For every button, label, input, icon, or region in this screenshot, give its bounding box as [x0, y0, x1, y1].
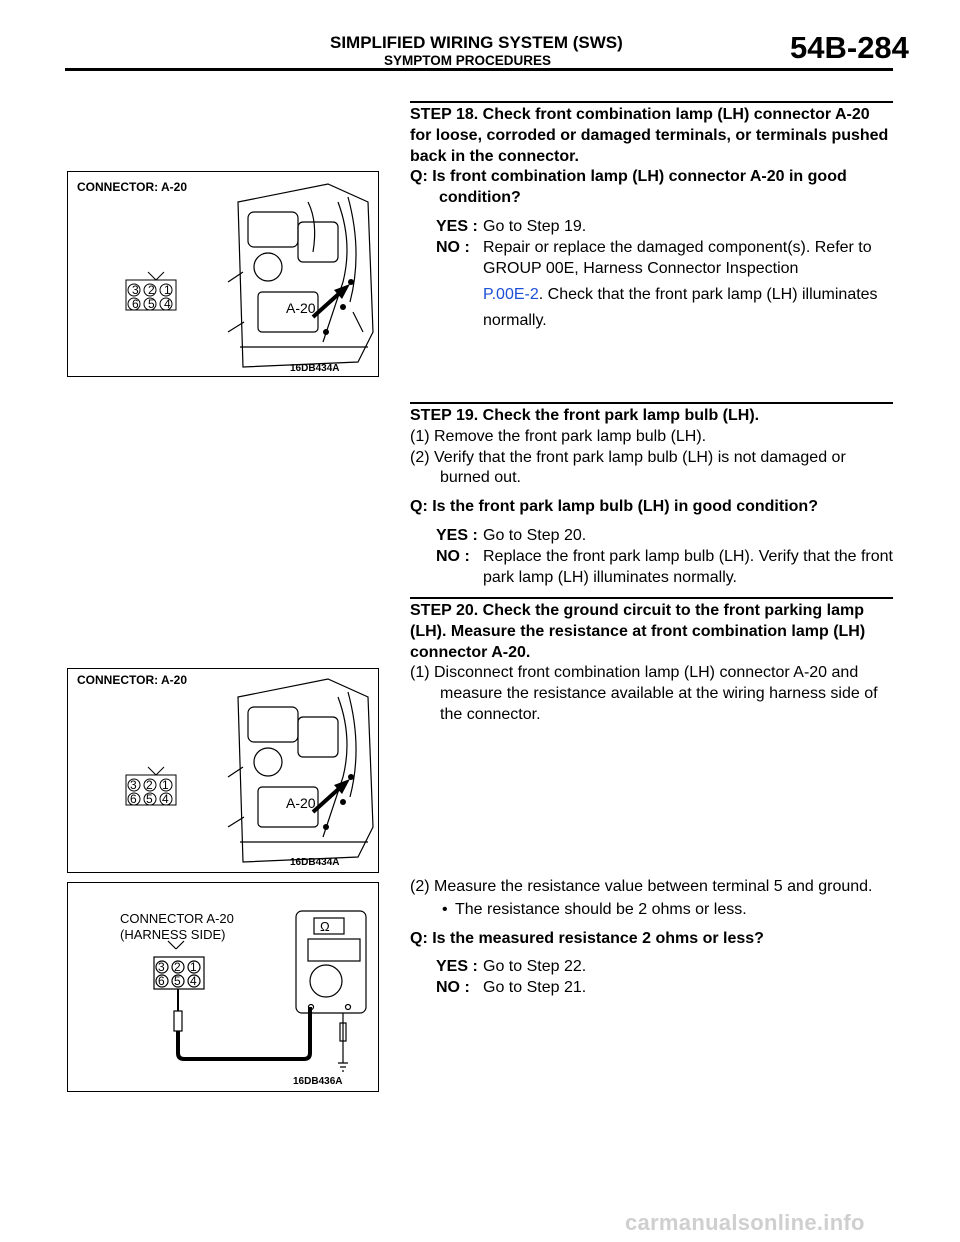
step-20-bullet: • The resistance should be 2 ohms or less.	[410, 900, 895, 921]
no-text: Go to Step 21.	[483, 979, 587, 997]
step-19-yes	[436, 526, 895, 547]
figure-label: CONNECTOR: A-20	[77, 180, 188, 194]
yes-key: YES :	[436, 958, 478, 976]
figure-connector-a20-middle	[67, 668, 379, 873]
pin-2: 2	[174, 960, 181, 974]
subsection-title: SYMPTOM PROCEDURES	[384, 53, 552, 68]
pin-5: 5	[148, 297, 155, 311]
no-text-part2: . Check that the front park lamp (LH) illuminates normally.	[483, 286, 878, 330]
step-20-question: Q: Is the measured resistance 2 ohms or less?	[410, 929, 764, 947]
engine-bay-illustration	[68, 172, 378, 376]
reference-link[interactable]: P.00E-2	[483, 286, 539, 304]
figure-code: 16DB434A	[290, 363, 340, 374]
pin-4: 4	[190, 974, 197, 988]
pin-1: 1	[164, 283, 171, 297]
pin-6: 6	[132, 297, 139, 311]
figure-code: 16DB434A	[290, 857, 340, 868]
step-19-item-1: (1) Remove the front park lamp bulb (LH).	[410, 427, 707, 445]
pin-2: 2	[148, 283, 155, 297]
no-key: NO :	[436, 979, 470, 997]
yes-text: Go to Step 22.	[483, 958, 587, 976]
step-19-question: Q: Is the front park lamp bulb (LH) in good condition?	[410, 498, 818, 516]
step-18-no	[436, 238, 895, 332]
step-18-title: STEP 18. Check front combination lamp (LH) connector A-20 for loose, corroded or damaged terminals, or terminals pushed back in the connector.	[410, 106, 889, 165]
pin-1: 1	[190, 960, 197, 974]
figure-connector-harness-side	[67, 882, 379, 1092]
pin-5: 5	[146, 792, 153, 806]
no-text-part1: Repair or replace the damaged component(s). Refer to GROUP 00E, Harness Connector Inspection	[483, 238, 872, 277]
step-20-yes	[436, 957, 895, 978]
yes-key: YES :	[436, 217, 478, 235]
yes-text: Go to Step 20.	[483, 526, 587, 544]
engine-bay-illustration	[68, 669, 378, 872]
yes-key: YES :	[436, 526, 478, 544]
pin-3: 3	[130, 778, 137, 792]
pin-1: 1	[162, 778, 169, 792]
no-key: NO :	[436, 238, 470, 256]
no-text: Replace the front park lamp bulb (LH). Verify that the front park lamp (LH) illuminates normally.	[483, 547, 893, 586]
multimeter-illustration	[68, 883, 378, 1091]
pin-6: 6	[130, 792, 137, 806]
header-rule	[65, 68, 893, 71]
step-19	[410, 402, 895, 588]
pin-4: 4	[164, 297, 171, 311]
step-20-continued	[410, 877, 895, 999]
figure-label-line1: CONNECTOR A-20	[120, 911, 234, 926]
step-rule	[410, 402, 893, 404]
pin-5: 5	[174, 974, 181, 988]
pin-6: 6	[158, 974, 165, 988]
pin-4: 4	[162, 792, 169, 806]
ohm-icon: Ω	[320, 919, 330, 934]
step-20-title: STEP 20. Check the ground circuit to the front parking lamp (LH). Measure the resistance at front combination lamp (LH) connector A-20.	[410, 602, 866, 661]
figure-connector-a20-top	[67, 171, 379, 377]
step-20-item-1: (1) Disconnect front combination lamp (LH) connector A-20 and measure the resistance available at the wiring harness side of the connector.	[410, 664, 878, 723]
pin-2: 2	[146, 778, 153, 792]
figure-code: 16DB436A	[293, 1076, 343, 1087]
step-19-item-2: (2) Verify that the front park lamp bulb (LH) is not damaged or burned out.	[410, 448, 846, 487]
step-18-yes	[436, 217, 895, 238]
step-19-no	[436, 547, 895, 589]
no-key: NO :	[436, 547, 470, 565]
step-18	[410, 101, 895, 332]
page-number: 54B-284	[790, 30, 909, 65]
figure-label: CONNECTOR: A-20	[77, 673, 188, 687]
step-20-no	[436, 978, 895, 999]
step-18-question: Q: Is front combination lamp (LH) connector A-20 in good condition?	[410, 168, 847, 207]
figure-label-line2: (HARNESS SIDE)	[120, 927, 226, 942]
step-rule	[410, 597, 893, 599]
step-20-item-2: (2) Measure the resistance value between terminal 5 and ground.	[410, 878, 873, 895]
yes-text: Go to Step 19.	[483, 217, 587, 235]
section-title: SIMPLIFIED WIRING SYSTEM (SWS)	[330, 33, 623, 52]
no-text	[483, 238, 895, 332]
step-19-title: STEP 19. Check the front park lamp bulb (LH).	[410, 407, 760, 424]
step-20	[410, 597, 895, 726]
watermark: carmanualsonline.info	[625, 1210, 865, 1235]
callout-a20: A-20	[286, 795, 316, 811]
step-rule	[410, 101, 893, 103]
pin-3: 3	[158, 960, 165, 974]
pin-3: 3	[132, 283, 139, 297]
callout-a20: A-20	[286, 300, 316, 316]
